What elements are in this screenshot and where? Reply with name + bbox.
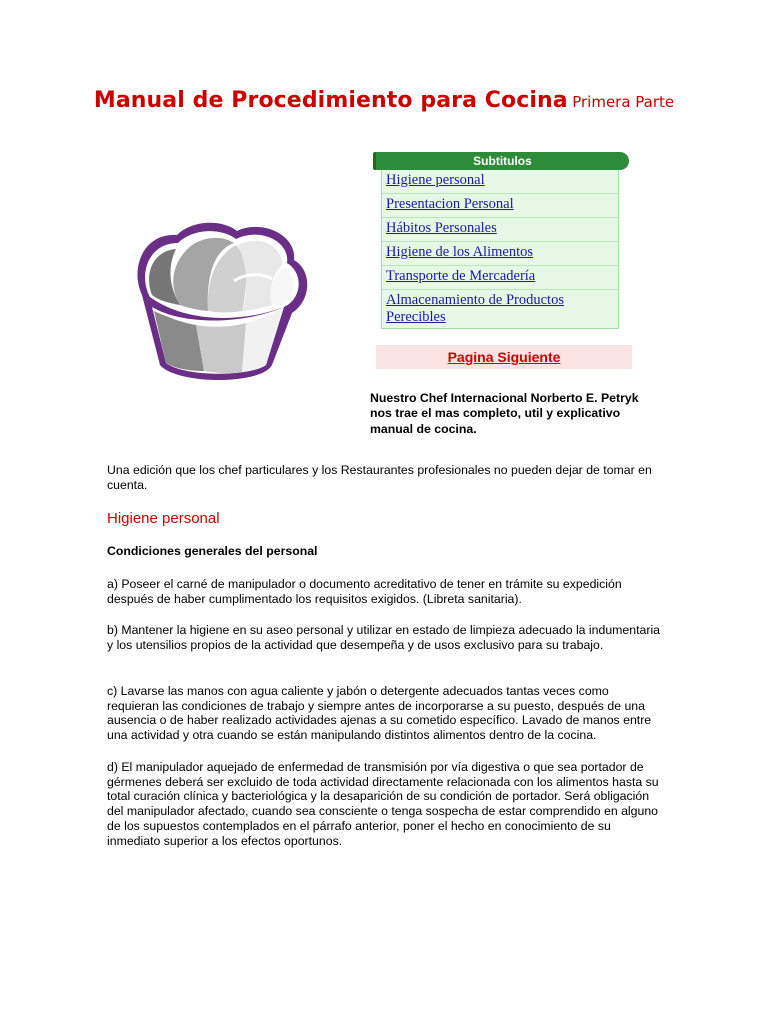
subtitles-list (381, 170, 619, 329)
next-page-link[interactable]: Pagina Siguiente (447, 349, 561, 365)
subtitle-item (382, 242, 618, 266)
subtitles-table (373, 152, 629, 329)
paragraph-a: a) Poseer el carné de manipulador o documento acreditativo de tener en trámite su expedición después de haber cumplimentado los requisitos exigidos. (Libreta sanitaria). (107, 577, 622, 606)
subtitle-item (382, 170, 618, 194)
chef-hat-icon (122, 215, 322, 390)
next-page-box (376, 345, 632, 369)
section-heading: Higiene personal (107, 510, 220, 527)
conditions-heading: Condiciones generales del personal (107, 544, 318, 558)
subtitle-item (382, 290, 618, 328)
subtitle-item (382, 194, 618, 218)
intro-text: Una edición que los chef particulares y los Restaurantes profesionales no pueden dejar de tomar en cuenta. (107, 463, 652, 492)
paragraph-c: c) Lavarse las manos con agua caliente y jabón o detergente adecuados tantas veces como requieran las condiciones de trabajo y siempre antes de incorporarse a su puesto, después de una ausencia o de haber realizado actividades ajenas a su cometido específico. Lavado de manos entre una actividad y otra cuando se están manipulando distintos alimentos dentro de la cocina. (107, 684, 652, 743)
subtitle-item (382, 266, 618, 290)
link-higiene-alimentos[interactable]: Higiene de los Alimentos (386, 244, 533, 260)
link-higiene-personal[interactable]: Higiene personal (386, 172, 485, 188)
link-habitos-personales[interactable]: Hábitos Personales (386, 220, 497, 236)
page-title (0, 88, 768, 113)
paragraph-d: d) El manipulador aquejado de enfermedad de transmisión por vía digestiva o que sea portador de gérmenes deberá ser excluido de toda actividad directamente relacionada con los alimentos hasta su total curación clínica y bacteriológica y la desaparición de su condición de portador. Será obligación del manipulador afectado, cuando sea consciente o tenga sospecha de estar comprendido en alguno de los supuestos contemplados en el párrafo anterior, poner el hecho en conocimiento de su inmediato superior a los efectos oportunos. (107, 760, 659, 848)
paragraph-b: b) Mantener la higiene en su aseo personal y utilizar en estado de limpieza adecuado la indumentaria y los utensilios propios de la actividad que desempeña y de usos exclusivo para su trabajo. (107, 623, 661, 652)
subtitles-heading: Subtitulos (373, 152, 629, 170)
subtitle-item (382, 218, 618, 242)
link-presentacion-personal[interactable]: Presentacion Personal (386, 196, 514, 212)
page-title-sub: Primera Parte (572, 93, 675, 111)
chef-note: Nuestro Chef Internacional Norberto E. Petryk nos trae el mas completo, util y explicativo manual de cocina. (370, 391, 639, 436)
page-title-main: Manual de Procedimiento para Cocina (93, 88, 568, 113)
link-almacenamiento-productos[interactable]: Almacenamiento de Productos Perecibles (386, 292, 564, 325)
link-transporte-mercaderia[interactable]: Transporte de Mercadería (386, 268, 536, 284)
